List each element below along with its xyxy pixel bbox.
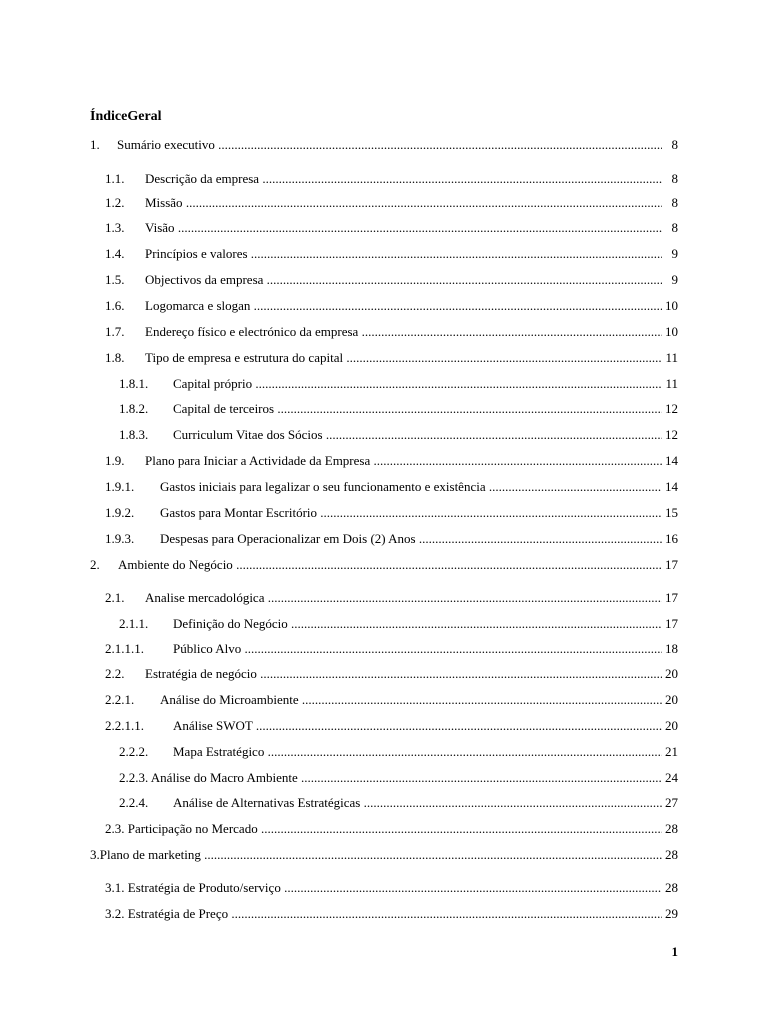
toc-entry-label: Despesas para Operacionalizar em Dois (2) Anos ..... [160,530,662,548]
toc-entry-label: Mapa Estratégico ..... [173,743,662,761]
toc-entry-number: 1.8.2. [119,401,149,416]
toc-entry-number: 1.8.1. [119,376,149,391]
toc-entry-label: Estratégia de negócio ..... [145,665,662,683]
toc-entry [0,530,768,548]
toc-entry-number: 1.8.3. [119,427,149,442]
toc-entry-page: 12 [665,401,678,416]
toc-entry [0,504,768,522]
toc-entry [0,323,768,341]
toc-entry-number: 1.6. [105,298,125,313]
toc-entry-page: 12 [665,427,678,442]
toc-entry [0,794,768,812]
toc-entry [0,271,768,289]
toc-entry [0,194,768,212]
toc-entry [0,400,768,418]
toc-entry-number: 1.5. [105,272,125,287]
toc-entry-number: 1.3. [105,220,125,235]
toc-entry [0,820,768,838]
toc-entry-label: Definição do Negócio ..... [173,615,662,633]
toc-entry-page: 11 [665,350,678,365]
toc-entry-page: 9 [671,246,678,261]
toc-entry [0,717,768,735]
toc-entry-label: Plano para Iniciar a Actividade da Empresa ..... [145,452,662,470]
toc-entry-page: 15 [665,505,678,520]
toc-entry-label: Ambiente do Negócio ..... [118,556,662,574]
toc-entry-page: 20 [665,692,678,707]
toc-entry [0,349,768,367]
toc-entry-label: Capital de terceiros ..... [173,400,662,418]
toc-entry [0,426,768,444]
toc-entry-page: 27 [665,795,678,810]
toc-entry-page: 28 [665,880,678,895]
toc-entry-label: Visão ..... [145,219,662,237]
toc-entry-page: 9 [671,272,678,287]
toc-entry-page: 28 [665,847,678,862]
toc-entry [0,846,768,864]
toc-entry [0,245,768,263]
toc-entry-label: Capital próprio ..... [173,375,662,393]
toc-entry [0,375,768,393]
toc-entry-page: 10 [665,324,678,339]
toc-entry [0,452,768,470]
toc-entry [0,170,768,188]
toc-entry-label: Descrição da empresa ..... [145,170,662,188]
toc-entry [0,879,768,897]
toc-entry-page: 17 [665,616,678,631]
toc-entry-page: 11 [665,376,678,391]
toc-entry-number: 2.2.2. [119,744,149,759]
toc-entry-page: 18 [665,641,678,656]
toc-entry-label: Análise do Microambiente ..... [160,691,662,709]
toc-entry-label: Público Alvo ..... [173,640,662,658]
toc-entry-label: Tipo de empresa e estrutura do capital ..... [145,349,662,367]
toc-entry-label: Análise SWOT ..... [173,717,662,735]
toc-entry-number: 1. [90,137,100,152]
toc-entry [0,905,768,923]
toc-entry [0,219,768,237]
toc-entry [0,743,768,761]
toc-entry [0,297,768,315]
toc-entry-label: Princípios e valores ..... [145,245,662,263]
toc-entry-number: 2.1. [105,590,125,605]
toc-entry-number: 1.9.1. [105,479,135,494]
toc-entry-label: Analise mercadológica ..... [145,589,662,607]
toc-entry-page: 17 [665,590,678,605]
toc-entry-label: 3.1. Estratégia de Produto/serviço ..... [105,879,662,897]
toc-entry-number: 1.9. [105,453,125,468]
toc-entry-label: Curriculum Vitae dos Sócios ..... [173,426,662,444]
toc-entry-page: 16 [665,531,678,546]
toc-entry-label: Gastos para Montar Escritório ..... [160,504,662,522]
toc-entry-label: Gastos iniciais para legalizar o seu funcionamento e existência ..... [160,478,662,496]
toc-entry-page: 28 [665,821,678,836]
toc-entry-page: 29 [665,906,678,921]
toc-entry-page: 14 [665,479,678,494]
toc-entry-number: 1.8. [105,350,125,365]
toc-entry-number: 2.2.1.1. [105,718,144,733]
toc-entry-page: 14 [665,453,678,468]
toc-entry-page: 8 [671,195,678,210]
toc-entry-number: 2.2.1. [105,692,135,707]
toc-entry-number: 2.2. [105,666,125,681]
toc-entry-number: 2.1.1.1. [105,641,144,656]
toc-entry-number: 1.2. [105,195,125,210]
toc-entry [0,556,768,574]
toc-entry-label: 2.3. Participação no Mercado ..... [105,820,662,838]
toc-entry-number: 1.9.3. [105,531,135,546]
toc-entry-page: 8 [671,171,678,186]
toc-entry [0,640,768,658]
toc-entry [0,478,768,496]
toc-entry-number: 1.9.2. [105,505,135,520]
toc-entry-label: Endereço físico e electrónico da empresa ..... [145,323,662,341]
index-title: ÍndiceGeral [90,109,162,124]
toc-entry [0,136,768,154]
toc-entry-page: 8 [671,137,678,152]
toc-entry-label: 3.Plano de marketing ..... [90,846,662,864]
toc-entry-number: 1.7. [105,324,125,339]
toc-entry-page: 21 [665,744,678,759]
toc-entry-label: Sumário executivo ..... [117,136,662,154]
toc-entry-page: 8 [671,220,678,235]
toc-entry-label: Análise de Alternativas Estratégicas ..... [173,794,662,812]
toc-entry-page: 20 [665,718,678,733]
toc-entry [0,589,768,607]
toc-entry-label: Logomarca e slogan ..... [145,297,662,315]
toc-entry-number: 1.1. [105,171,125,186]
toc-entry-label: 3.2. Estratégia de Preço ..... [105,905,662,923]
toc-entry-page: 24 [665,770,678,785]
toc-entry-number: 2. [90,557,100,572]
toc-entry [0,769,768,787]
toc-entry [0,665,768,683]
toc-entry-number: 2.2.4. [119,795,149,810]
toc-entry [0,691,768,709]
toc-entry-label: 2.2.3. Análise do Macro Ambiente ..... [119,769,662,787]
page-number: 1 [671,944,678,959]
toc-entry-number: 2.1.1. [119,616,149,631]
toc-entry-number: 1.4. [105,246,125,261]
toc-entry-page: 17 [665,557,678,572]
toc-entry [0,615,768,633]
toc-entry-label: Objectivos da empresa ..... [145,271,662,289]
toc-entry-label: Missão ..... [145,194,662,212]
toc-entry-page: 20 [665,666,678,681]
toc-entry-page: 10 [665,298,678,313]
